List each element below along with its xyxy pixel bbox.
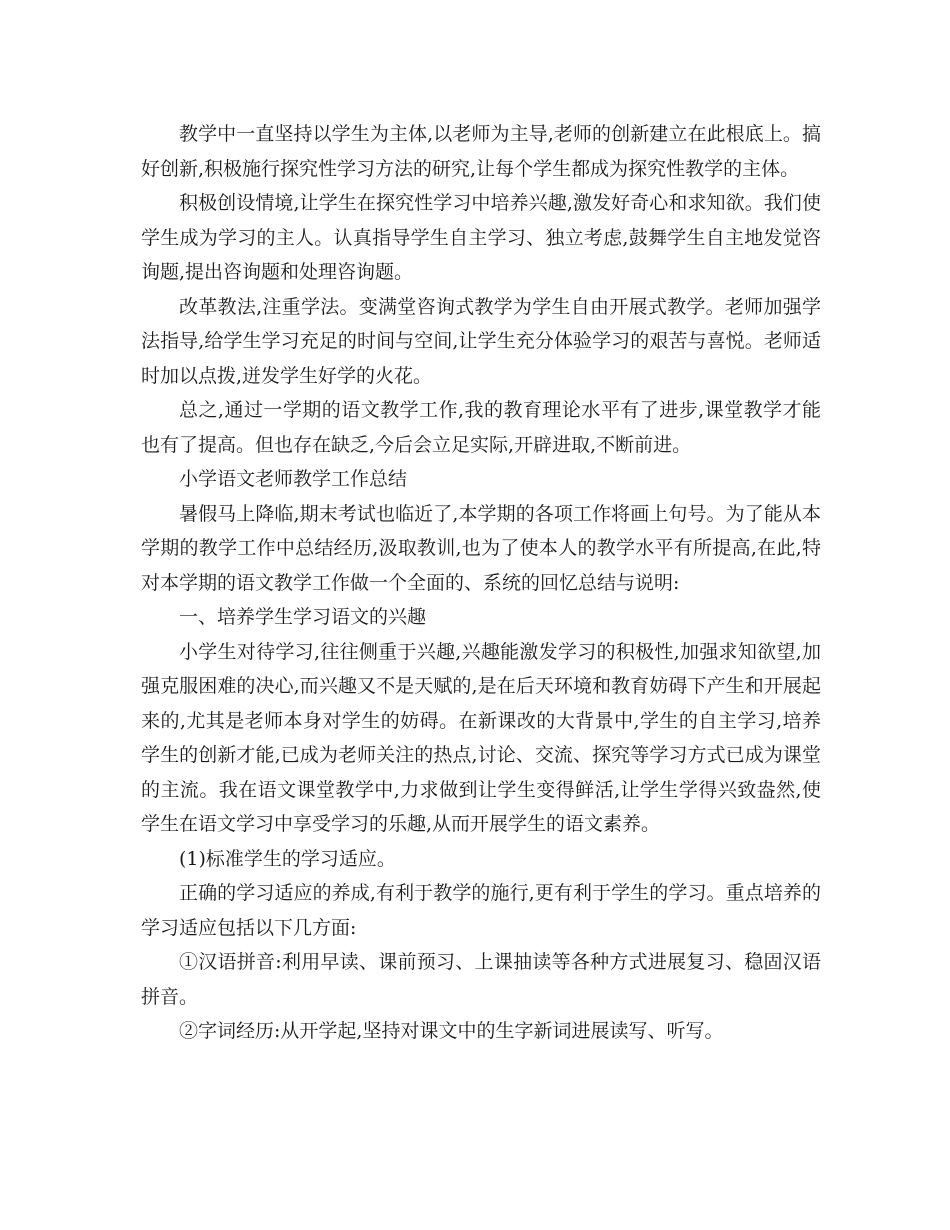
- list-item: ①汉语拼音:利用早读、课前预习、上课抽读等各种方式进展复习、稳固汉语拼音。: [141, 951, 821, 1008]
- paragraph: 教学中一直坚持以学生为主体,以老师为主导,老师的创新建立在此根底上。搞好创新,积极施行探究性学习方法的研究,让每个学生都成为探究性教学的主体。: [141, 123, 821, 180]
- paragraph: 小学生对待学习,往往侧重于兴趣,兴趣能激发学习的积极性,加强求知欲望,加强克服困难的决心,而兴趣又不是天赋的,是在后天环境和教育妨碍下产生和开展起来的,尤其是老师本身对学生的妨碍。在新课改的大背景中,学生的自主学习,培养学生的创新才能,已成为老师关注的热点,讨论、交流、探究等学习方式已成为课堂的主流。我在语文课堂教学中,力求做到让学生变得鲜活,让学生学得兴致盎然,使学生在语文学习中享受学习的乐趣,从而开展学生的语文素养。: [141, 640, 821, 835]
- section-heading: 一、培养学生学习语文的兴趣: [179, 606, 427, 628]
- paragraph: 正确的学习适应的养成,有利于教学的施行,更有利于学生的学习。重点培养的学习适应包括以下几方面:: [141, 882, 821, 939]
- paragraph: 改革教法,注重学法。变满堂咨询式教学为学生自由开展式教学。老师加强学法指导,给学生学习充足的时间与空间,让学生充分体验学习的艰苦与喜悦。老师适时加以点拨,迸发学生好学的火花。: [141, 295, 821, 387]
- list-item: ②字词经历:从开学起,坚持对课文中的生字新词进展读写、听写。: [179, 1020, 724, 1042]
- document-body: [141, 117, 821, 1049]
- section-title: 小学语文老师教学工作总结: [179, 468, 408, 490]
- paragraph: 总之,通过一学期的语文教学工作,我的教育理论水平有了进步,课堂教学才能也有了提高。但也存在缺乏,今后会立足实际,开辟进取,不断前进。: [141, 399, 821, 456]
- paragraph: 积极创设情境,让学生在探究性学习中培养兴趣,激发好奇心和求知欲。我们使学生成为学习的主人。认真指导学生自主学习、独立考虑,鼓舞学生自主地发觉咨询题,提出咨询题和处理咨询题。: [141, 192, 821, 283]
- paragraph: 暑假马上降临,期末考试也临近了,本学期的各项工作将画上句号。为了能从本学期的教学工作中总结经历,汲取教训,也为了使本人的教学水平有所提高,在此,特对本学期的语文教学工作做一个全面的、系统的回忆总结与说明:: [141, 502, 821, 594]
- subheading: (1)标准学生的学习适应。: [179, 847, 396, 870]
